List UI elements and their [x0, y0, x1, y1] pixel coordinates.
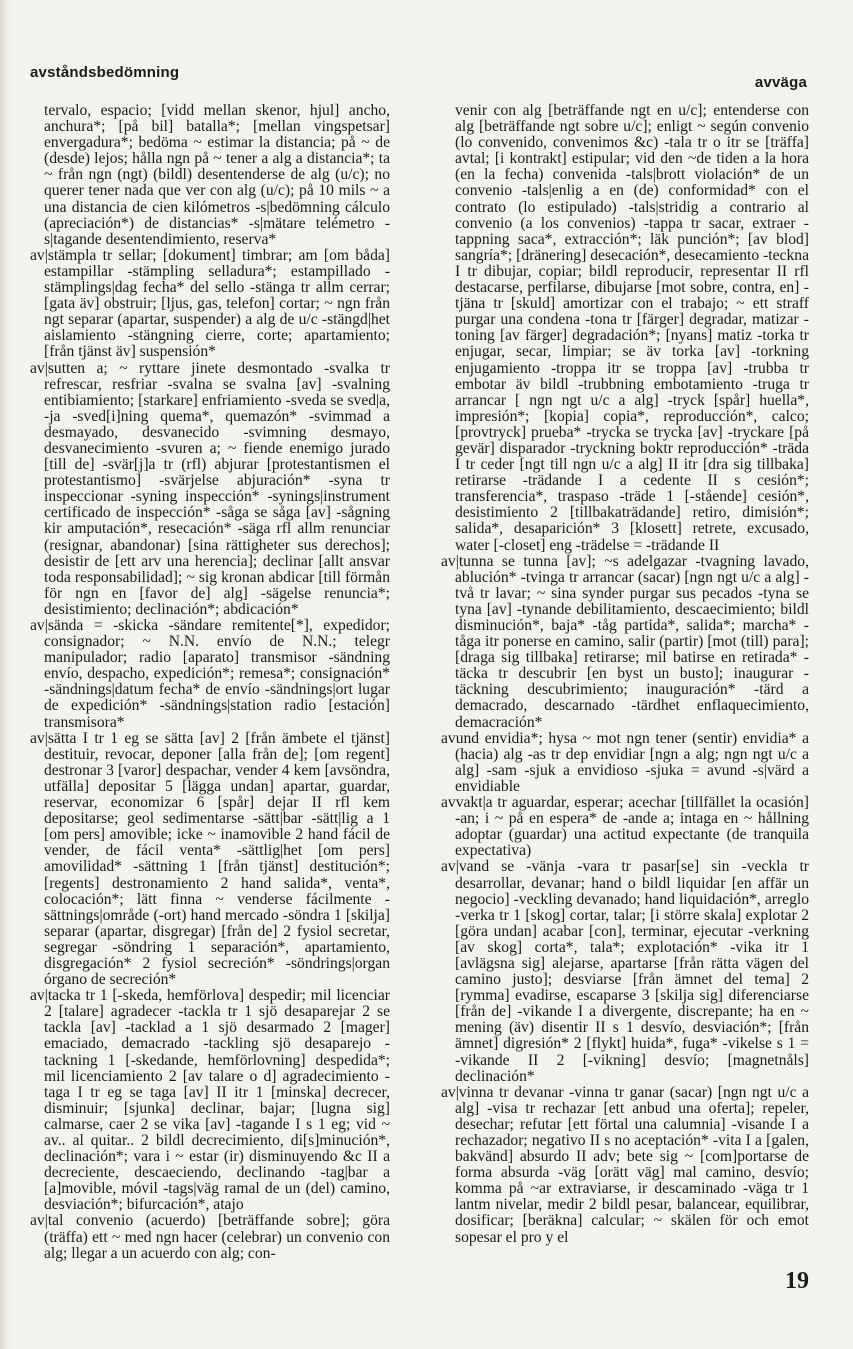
entry: tervalo, espacio; [vidd mellan skenor, hjul] ancho, anchura*; [på bil] batalla*; [mellan vingspetsar] envergadura*; bedöma ~ estimar la distancia; på ~ de (desde) lejos; hålla ngn på ~ tener a alg a distancia*; ta ~ från ngn (ngt) (bildl) desentenderse de alg (u/c); no querer tener nada que ver con alg (u/c); på 10 mils ~ a una distancia de cien kilómetros -s|bedömning cálculo (apreciación*) de distancias* -s|mätare telémetro -s|tagande desentendimiento, reserva*: [44, 103, 390, 248]
right-guideword: avväga: [754, 74, 807, 91]
entry: av|tunna se tunna [av]; ~s adelgazar -tvagning lavado, ablución* -tvinga tr arrancar (sacar) [ngn ngt u/c a alg] -två tr lavar; ~ sina synder purgar sus pecados -tyna se tyna [av] -tynande debilitamiento, descaecimiento; bildl disminución*, baja* -tåg partida*, salida*; marcha* -tåga itr ponerse en camino, salir (partir) [mot (till) para]; [draga sig tillbaka] retirarse; mil batirse en retirada* -täcka tr descubrir [en byst un busto]; inaugurar -täckning descubrimiento; inauguración* -tärd a demacrado, descarnado -tärdhet enflaquecimiento, demacración*: [441, 552, 809, 731]
entry: av|stämpla tr sellar; [dokument] timbrar; am [om båda] estampillar -stämpling selladura*; estampillado -stämplings|dag fecha* del sello -stänga tr allm cerrar; [gata äv] obstruir; [ljus, gas, telefon] cortar; ~ ngn från ngt separar (apartar, suspender) a alg de u/c -stängd|het aislamiento -stängning cierre, corte; apartamiento; [från tjänst äv] suspensión*: [30, 246, 390, 361]
entry: av|vand se -vänja -vara tr pasar[se] sin -veckla tr desarrollar, devanar; hand o bildl liquidar [en affär un negocio] -veckling devanado; hand liquidación*, arreglo -verka tr 1 [skog] cortar, talar; [i större skala] explotar 2 [göra undan] acabar [con], terminar, ejecutar -verkning [av skog] corta*, tala*; explotación* -vika itr 1 [avlägsna sig] alejarse, apartarse [från rätta vägen del camino justo]; desviarse [från ämnet del tema] 2 [rymma] evadirse, escaparse 3 [skilja sig] diferenciarse [från de] -vikande I a divergente, discrepante; ha en ~ mening (äv) disentir II s 1 desvío, desviación*; [från ämnet] digresión* 2 [flykt] huida*, fuga* -vikelse s 1 = -vikande II 2 [-vikning] desvío; [magnetnåls] declinación*: [441, 858, 809, 1085]
entry: venir con alg [beträffande ngt en u/c]; entenderse con alg [beträffande ngt sobre u/c]; enligt ~ según convenio (lo convenido, convenimos &c) -tala tr o itr se [träffa] avtal; [i kontrakt] estipular; vid den ~de tiden a la hora (en la fecha) convenida -tals|brott violación* de un convenio -tals|enlig a en (de) conformidad* con el contrato (lo estipulado) -tals|stridig a contrario al convenio (a los convenios) -tappa tr sacar, extraer -tappning saca*, extracción*; läk punción*; [av blod] sangría*; [dränering] desecación*, desecamiento -teckna I tr dibujar, copiar; bildl reproducir, representar II rfl destacarse, perfilarse, dibujarse [mot sobre, contra, en] -tjäna tr [skuld] amortizar con el trabajo; ~ ett straff purgar una condena -tona tr [färger] degradar, matizar -toning [av färger] degradación*; [nyans] matiz -torka tr enjugar, secar, limpiar; se äv torka [av] -torkning enjugamiento -troppa itr se troppa [av] -trubba tr embotar äv bildl -trubbning embotamiento -truga tr arrancar [ ngn ngt u/c a alg] -tryck [spår] huella*, impresión*; [kopia] copia*, reproducción*, calco; [provtryck] prueba* -trycka se trycka [av] -tryckare [på gevär] disparador -tryckning boktr reproducción* -träda I tr ceder [ngt till ngn u/c a alg] II itr [dra sig tillbaka] retirarse -trädande I a cedente II s cesión*; transferencia*, traspaso -träde 1 [-stående] cesión*, desistimiento 2 [tillbakaträdande] retiro, dimisión*; salida*, desaparición* 3 [klosett] retrete, excusado, water [-closet] eng -trädelse = -trädande II: [455, 103, 809, 554]
right-column: [441, 103, 809, 1293]
entry: av|tal convenio (acuerdo) [beträffande sobre]; göra (träffa) ett ~ med ngn hacer (celebrar) un convenio con alg; llegar a un acuerdo con alg; con-: [30, 1212, 390, 1262]
entry: av|tacka tr 1 [-skeda, hemförlova] despedir; mil licenciar 2 [talare] agradecer -tackla tr 1 sjö desaparejar 2 se tackla [av] -tacklad a 1 sjö desarmado 2 [mager] emaciado, demacrado -tackling sjö desaparejo -tackning 1 [-skedande, hemförlovning] despedida*; mil licenciamiento 2 [av talare o d] agradecimiento -taga I tr eg se taga [av] II itr 1 [minska] decrecer, disminuir; [sjunka] declinar, bajar; [lugna sig] calmarse, caer 2 se vika [av] -tagande I s 1 eg; vid ~ av.. al quitar.. 2 bildl decrecimiento, di[s]minución*, declinación*; vara i ~ estar (ir) disminuyendo &c II a decreciente, descaeciendo, declinando -tag|bar a [a]movible, móvil -tags|väg ramal de un (del) camino, desviación*; bifurcación*, atajo: [30, 987, 390, 1214]
entry: av|sätta I tr 1 eg se sätta [av] 2 [från ämbete el tjänst] destituir, revocar, deponer [alla från de]; [om regent] destronar 3 [varor] despachar, vender 4 kem [avsöndra, utfälla] depositar 5 [lägga undan] apartar, guardar, reservar, economizar 6 [spår] dejar II rfl kem depositarse; geol sedimentarse -sätt|bar -sätt|lig a 1 [om pers] amovible; icke ~ inamovible 2 hand fácil de vender, de fácil venta* -sättlig|het [om pers] amovilidad* -sättning 1 [från tjänst] destitución*; [regents] destronamiento 2 hand salida*, venta*, colocación*; lätt finna ~ venderse fácilmente -sättnings|område (-ort) hand mercado -söndra 1 [skilja] separar (apartar, disgregar) [från de] 2 fysiol secretar, segregar -söndring 1 separación*, apartamiento, disgregación* 2 fysiol secreción* -söndrings|organ órgano de secreción*: [30, 729, 390, 989]
entry: av|sända = -skicka -sändare remitente[*], expedidor; consignador; ~ N.N. envío de N.N.; telegr manipulador; radio [aparato] transmisor -sändning envío, despacho, expedición*; remesa*; consignación* -sändnings|datum fecha* de envío -sändnings|ort lugar de expedición* -sändnings|station radio [estación] transmisora*: [30, 617, 390, 731]
page-edge-shadow: [0, 0, 10, 1349]
left-guideword: avståndsbedömning: [30, 64, 180, 81]
entry: av|vinna tr devanar -vinna tr ganar (sacar) [ngn ngt u/c a alg] -visa tr rechazar [ett anbud una oferta]; repeler, desechar; refutar [ett förtal una calumnia] -visande I a rechazador; negativo II s no aceptación* -vita I a [galen, bakvänd] absurdo II adv; bete sig ~ [com]portarse de forma absurda -väg [orätt väg] mal camino, desvío; komma på ~ar extraviarse, ir descaminado -väga tr 1 lantm nivelar, medir 2 bildl pesar, balancear, equilibrar, dosificar; [beräkna] calcular; ~ skälen för och emot sopesar el pro y el: [441, 1083, 809, 1246]
left-column: [30, 103, 390, 1293]
entry: av|sutten a; ~ ryttare jinete desmontado -svalka tr refrescar, resfriar -svalna se svalna [av] -svalning entibiamiento; [starkare] enfriamiento -sveda se sved|a, -ja -sved[i]ning quema*, quemazón* -svimmad a desmayado, desvanecido -svimning desmayo, desvanecimiento -svuren a; ~ fiende enemigo jurado [till de] -svär[j]a tr (rfl) abjurar [protestantismen el protestantismo] -svärjelse abjuración* -syna tr inspeccionar -syning inspección* -synings|instrument certificado de inspección* -såga se såga [av] -sågning kir amputación*, resecación* -säga rfl allm renunciar (resignar, abandonar) [sina rättigheter sus derechos]; desistir de [ett arv una herencia]; declinar [allt ansvar toda responsabilidad]; ~ sig kronan abdicar [till förmån för ngn en [favor de] alg] -sägelse renuncia*; desistimiento; declinación*; abdicación*: [30, 359, 390, 618]
entry: avund envidia*; hysa ~ mot ngn tener (sentir) envidia* a (hacia) alg -as tr dep envidiar [ngn a alg; ngn ngt u/c a alg] -sam -sjuk a envidioso -sjuka = avund -s|värd a envidiable: [441, 729, 809, 795]
entry: avvakt|a tr aguardar, esperar; acechar [tillfället la ocasión] -an; i ~ på en espera* de -ande a; intaga en ~ hållning adoptar (guardar) una actitud expectante (de tranquila expectativa): [441, 794, 809, 860]
page-number: 19: [785, 1268, 809, 1294]
